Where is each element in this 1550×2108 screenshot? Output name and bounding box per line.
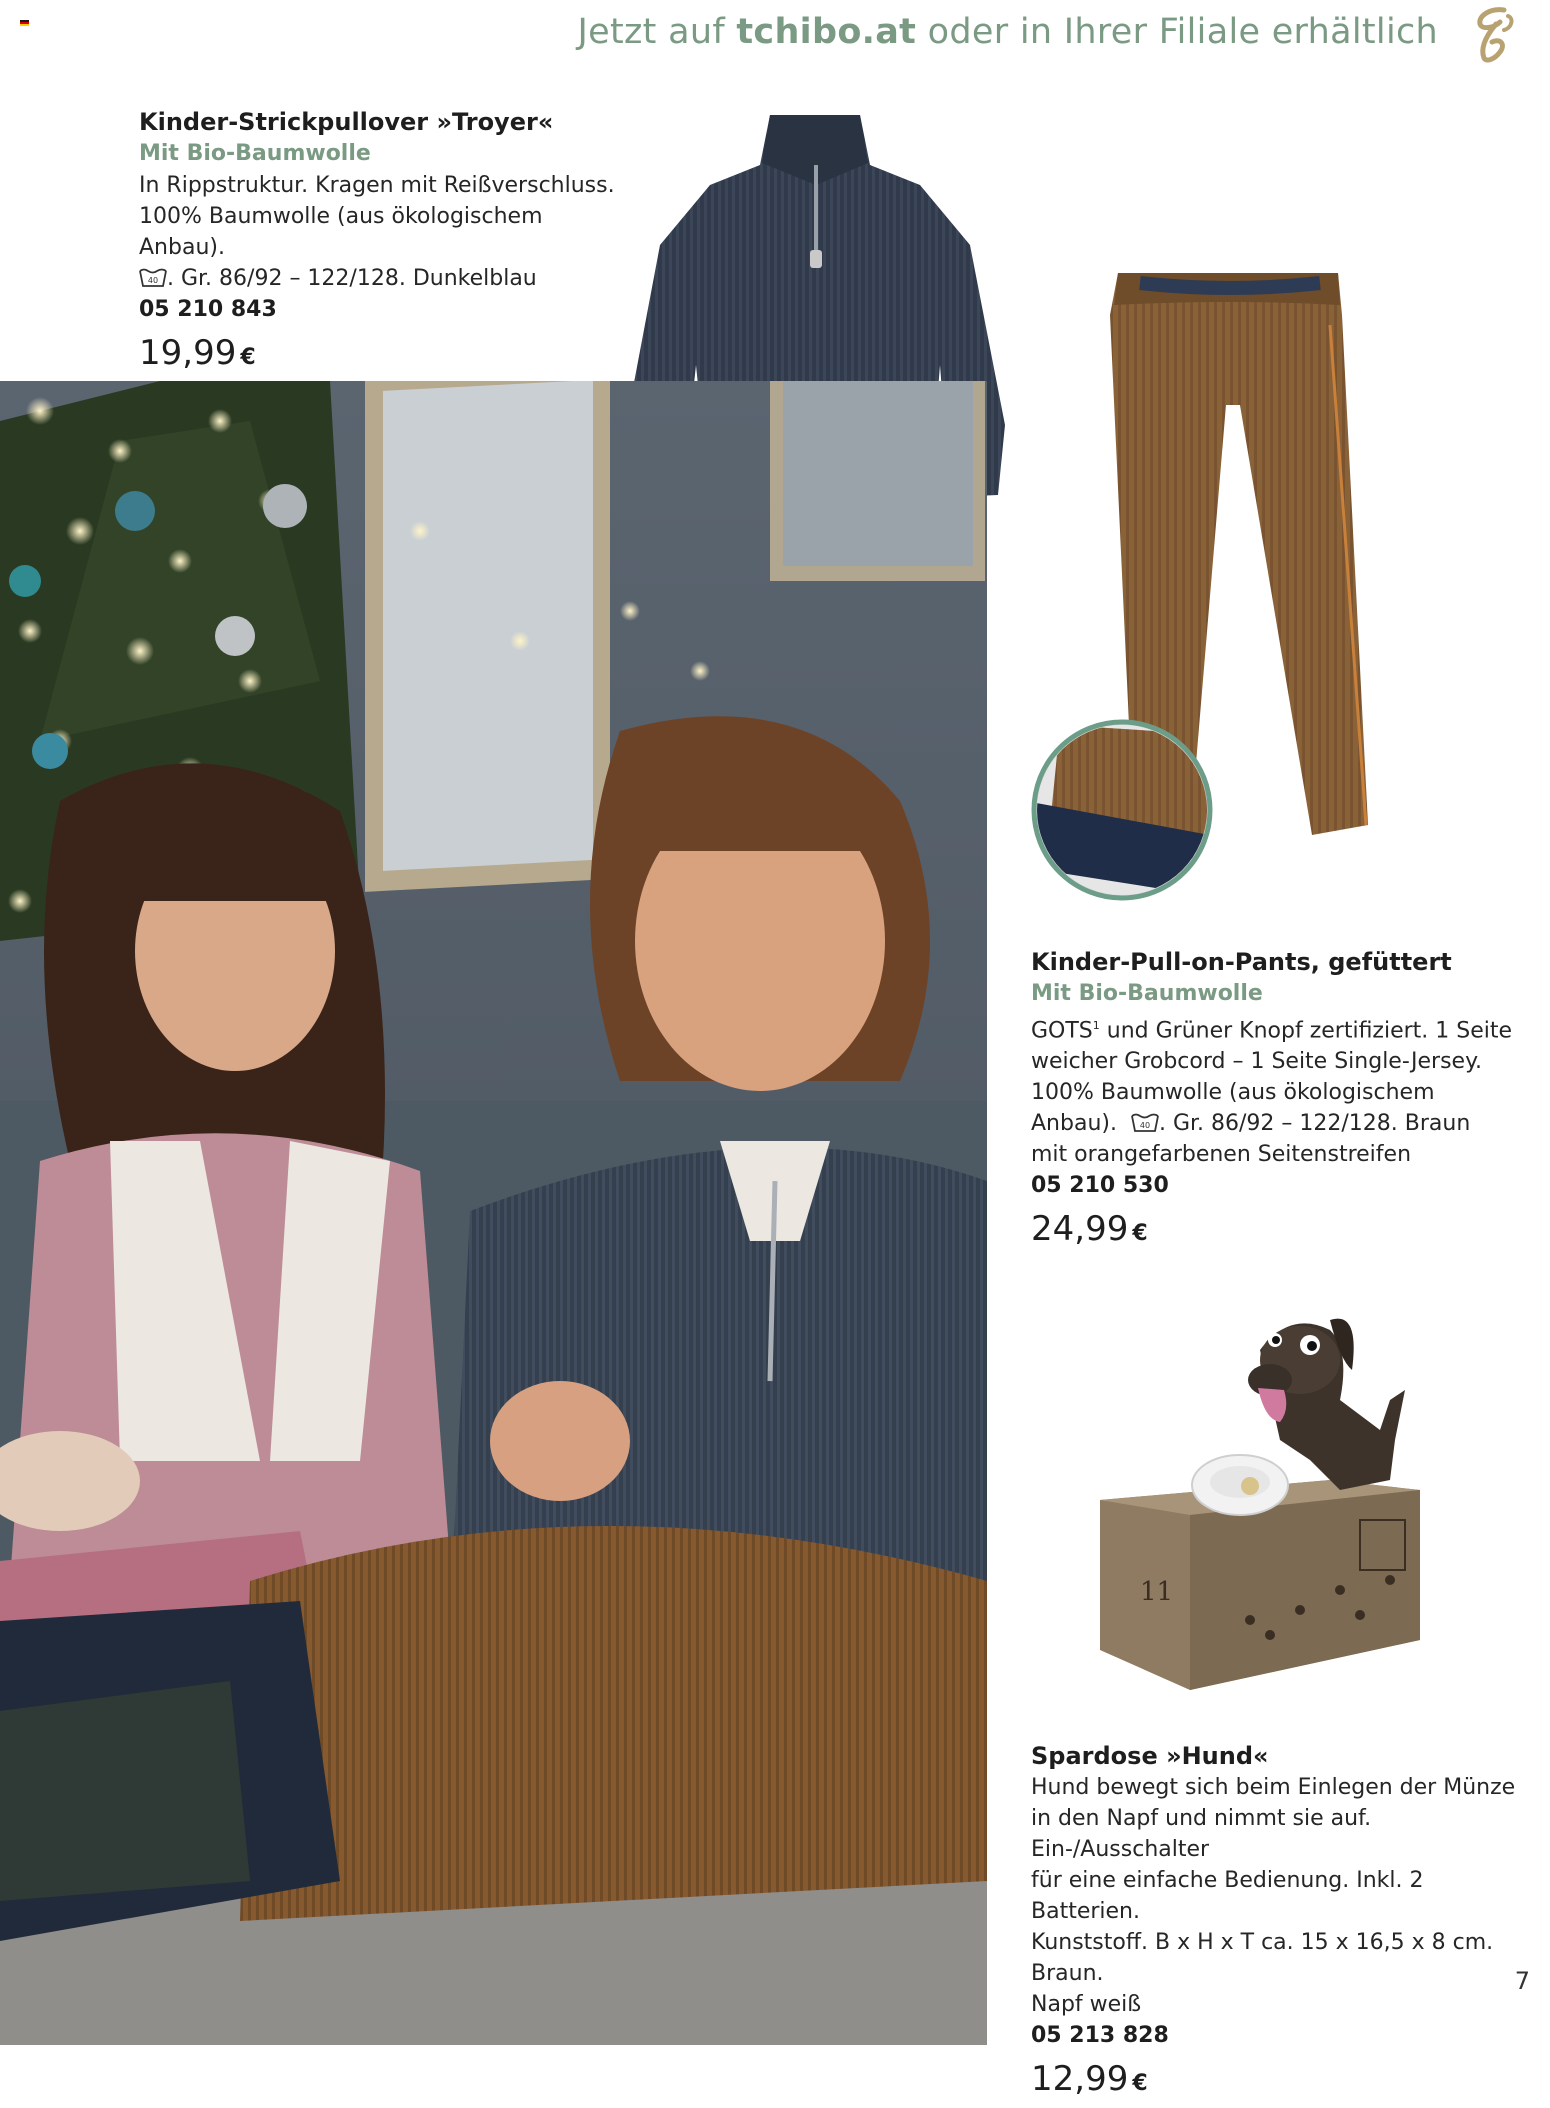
pants-image [1030,265,1390,905]
header-brand-link[interactable]: tchibo.at [736,12,917,52]
product-description-line: 100% Baumwolle (aus ökologischem Anbau). [139,204,543,260]
product-title: Spardose »Hund« [1031,1742,1269,1770]
tchibo-logo-icon [1460,0,1530,70]
price: 24,99 € [1031,1209,1148,1250]
wash-40-icon [1131,1113,1159,1133]
product-description-line: mit orangefarbenen Seitenstreifen [1031,1142,1412,1168]
article-number: 05 213 828 [1031,2023,1169,2048]
box-label: 11 [1140,1577,1174,1607]
wash-temp-label: 40 [1139,1121,1151,1131]
wash-40-icon [139,268,167,288]
header-prefix: Jetzt auf [577,12,725,52]
page-number: 7 [1514,1967,1530,1995]
header-suffix: oder in Ihrer Filiale erhältlich [927,12,1438,52]
product-description-line: In Rippstruktur. Kragen mit Reißverschluss. [139,173,615,198]
price: 12,99 € [1031,2059,1148,2099]
product-title: Kinder-Strickpullover »Troyer« [139,108,554,136]
product-description-line: für eine einfache Bedienung. Inkl. 2 Batterien. [1031,1868,1424,1924]
article-number: 05 210 530 [1031,1173,1169,1199]
product-description-line: weicher Grobcord – 1 Seite Single-Jersey. [1031,1049,1482,1075]
wash-temp-label: 40 [147,276,159,285]
product-piggy-bank-info [1031,1740,1531,2108]
product-subtitle: Mit Bio-Baumwolle [1031,981,1263,1006]
product-description-line: in den Napf und nimmt sie auf. Ein-/Ausschalter [1031,1806,1372,1862]
price: 19,99 € [139,333,256,373]
lifestyle-photo-children [0,381,987,2045]
article-number: 05 210 843 [139,297,277,322]
flag-icon [20,20,29,26]
product-description-line: GOTS$^1$ und Grüner Knopf zertifiziert. 1 Seite [1031,1018,1513,1044]
product-description-line: Hund bewegt sich beim Einlegen der Münze [1031,1775,1516,1800]
product-title: Kinder-Pull-on-Pants, gefüttert [1031,948,1452,976]
product-description-line: Kunststoff. B x H x T ca. 15 x 16,5 x 8 cm. Braun. [1031,1930,1494,1986]
product-sweater-info [139,106,619,382]
product-pants-info [1031,946,1531,1258]
product-description-line: Anbau). 40 . Gr. 86/92 – 122/128. Braun [1031,1111,1471,1137]
product-subtitle: Mit Bio-Baumwolle [139,141,371,166]
product-description-line: 40 . Gr. 86/92 – 122/128. Dunkelblau [139,263,619,294]
product-description-line: Napf weiß [1031,1992,1142,2017]
dog-money-box-image [1090,1290,1430,1710]
product-description-line: 100% Baumwolle (aus ökologischem [1031,1080,1435,1106]
header-availability [577,12,1438,52]
